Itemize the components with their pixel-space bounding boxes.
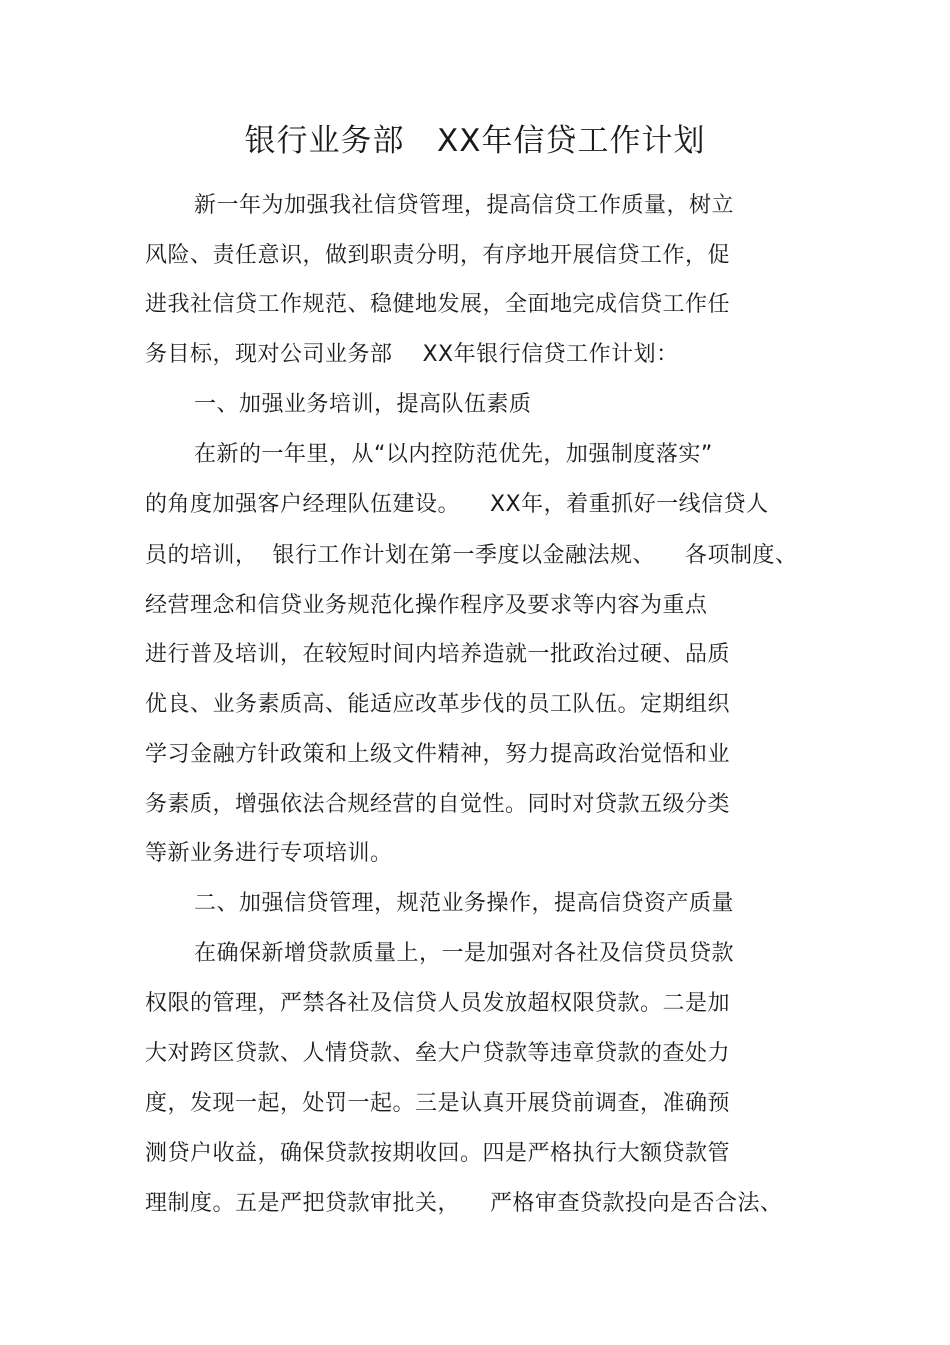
paragraph-line: 的角度加强客户经理队伍建设。 XX年，着重抓好一线信贷人 [145,492,769,517]
paragraph-line: 在新的一年里，从“以内控防范优先，加强制度落实” [194,442,713,467]
paragraph-line: 务素质，增强依法合规经营的自觉性。同时对贷款五级分类 [145,792,731,817]
paragraph-line: 权限的管理，严禁各社及信贷人员发放超权限贷款。二是加 [145,991,731,1016]
paragraph-line: 进我社信贷工作规范、稳健地发展，全面地完成信贷工作任 [145,292,731,317]
paragraph-line: 进行普及培训，在较短时间内培养造就一批政治过硬、品质 [145,642,731,667]
paragraph-line: 理制度。五是严把贷款审批关， 严格审查贷款投向是否合法、 [145,1191,783,1216]
paragraph-line: 风险、责任意识，做到职责分明，有序地开展信贷工作，促 [145,243,731,268]
document-title: 银行业务部 XX年信贷工作计划 [244,123,706,159]
paragraph-line: 大对跨区贷款、人情贷款、垒大户贷款等违章贷款的查处力 [145,1041,731,1066]
section-heading: 一、加强业务培训，提高队伍素质 [194,392,532,417]
paragraph-line: 优良、业务素质高、能适应改革步伐的员工队伍。定期组织 [145,692,731,717]
paragraph-line: 务目标，现对公司业务部 XX年银行信贷工作计划： [145,342,679,367]
paragraph-line: 经营理念和信贷业务规范化操作程序及要求等内容为重点 [145,593,708,618]
section-heading: 二、加强信贷管理，规范业务操作，提高信贷资产质量 [194,891,735,916]
paragraph-line: 度，发现一起，处罚一起。三是认真开展贷前调查，准确预 [145,1091,731,1116]
paragraph-line: 等新业务进行专项培训。 [145,841,393,866]
paragraph-line: 新一年为加强我社信贷管理，提高信贷工作质量，树立 [194,193,735,218]
paragraph-line: 学习金融方针政策和上级文件精神，努力提高政治觉悟和业 [145,742,731,767]
paragraph-line: 测贷户收益，确保贷款按期收回。四是严格执行大额贷款管 [145,1141,731,1166]
paragraph-line: 员的培训， 银行工作计划在第一季度以金融法规、 各项制度、 [145,543,798,568]
paragraph-line: 在确保新增贷款质量上，一是加强对各社及信贷员贷款 [194,941,735,966]
